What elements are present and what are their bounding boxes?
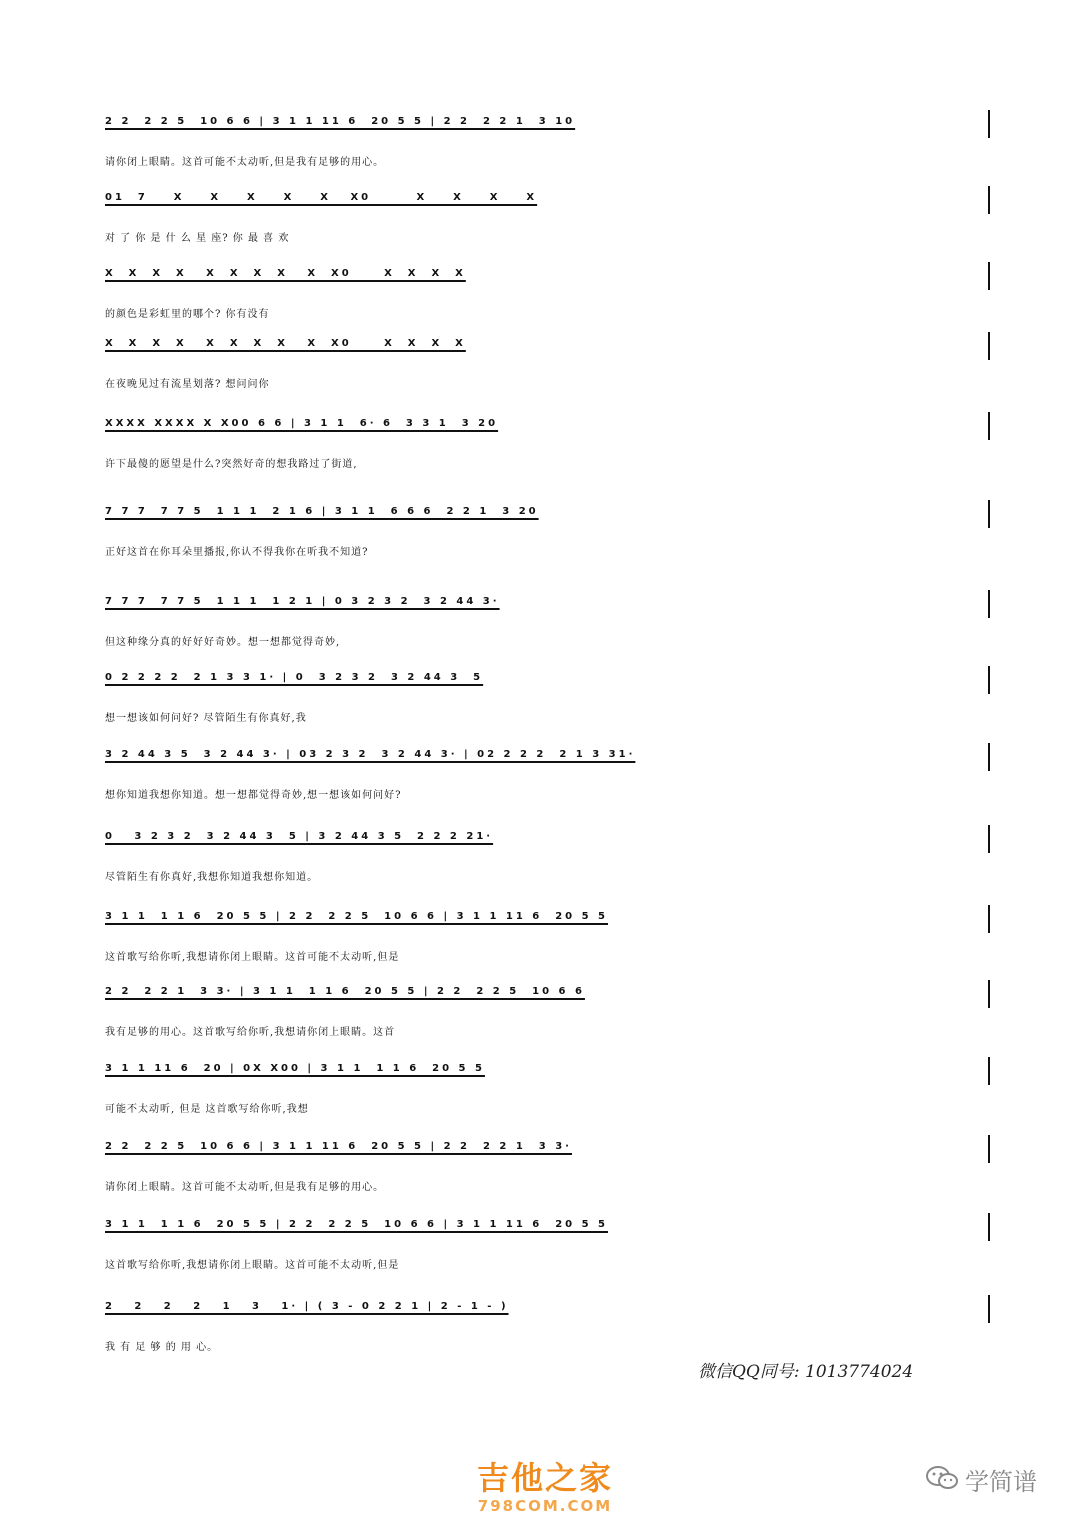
barline [988,825,990,853]
barline [988,262,990,290]
barline [988,110,990,138]
score-line [105,666,990,738]
notation-row: 2 2 2 2 1 3 1· | ( 3 - 0 2 2 1 | 2 - 1 - ) [105,1301,509,1312]
barline [988,980,990,1008]
barline [988,500,990,528]
notation-row: 0 3 2 3 2 3 2 44 3 5 | 3 2 44 3 5 2 2 2 21· [105,831,494,842]
notation-row: X X X X X X X X X X0 X X X X [105,338,466,349]
lyrics-row: 对 了 你 是 什 么 星 座? 你 最 喜 欢 [105,233,290,244]
lyrics-row: 想你知道我想你知道。想一想都觉得奇妙,想一想该如何问好? [105,790,402,801]
lyrics-row: 但这种缘分真的好好好奇妙。想一想都觉得奇妙, [105,637,341,648]
score-line [105,1135,990,1207]
lyrics-row: 可能不太动听, 但是 这首歌写给你听,我想 [105,1104,309,1115]
barline [988,1057,990,1085]
barline [988,186,990,214]
barline [988,590,990,618]
score-line [105,743,990,815]
notation-row: 3 1 1 11 6 20 | 0X X00 | 3 1 1 1 1 6 20 5 5 [105,1063,485,1074]
site-url: 798COM.COM [477,1497,613,1515]
notation-row: X X X X X X X X X X0 X X X X [105,268,466,279]
notation-row: 3 1 1 1 1 6 20 5 5 | 2 2 2 2 5 10 6 6 | 3 1 1 11 6 20 5 5 [105,911,609,922]
score-line [105,412,990,484]
notation-row: 7 7 7 7 7 5 1 1 1 1 2 1 | 0 3 2 3 2 3 2 44 3· [105,596,500,607]
notation-row: 2 2 2 2 1 3 3· | 3 1 1 1 1 6 20 5 5 | 2 2 2 2 5 10 6 6 [105,986,585,997]
notation-row: 2 2 2 2 5 10 6 6 | 3 1 1 11 6 20 5 5 | 2 2 2 2 1 3 3· [105,1141,572,1152]
notation-row: 7 7 7 7 7 5 1 1 1 2 1 6 | 3 1 1 6 6 6 2 2 1 3 20 [105,506,539,517]
barline [988,666,990,694]
lyrics-row: 在夜晚见过有流星划落? 想问问你 [105,379,270,390]
notation-row: 01 7 X X X X X X0 X X X X [105,192,538,203]
lyrics-row: 我 有 足 够 的 用 心。 [105,1342,219,1353]
notation-row: 3 2 44 3 5 3 2 44 3· | 03 2 3 2 3 2 44 3· | 02 2 2 2 2 1 3 31· [105,749,636,760]
score-line [105,980,990,1052]
lyrics-row: 尽管陌生有你真好,我想你知道我想你知道。 [105,872,319,883]
score-line [105,1213,990,1285]
barline [988,1295,990,1323]
score-line [105,1057,990,1129]
score-line [105,500,990,572]
barline [988,905,990,933]
lyrics-row: 想一想该如何问好? 尽管陌生有你真好,我 [105,713,307,724]
site-name: 吉他之家 [476,1459,613,1497]
lyrics-row: 这首歌写给你听,我想请你闭上眼睛。这首可能不太动听,但是 [105,952,400,963]
lyrics-row: 许下最傻的愿望是什么?突然好奇的想我路过了街道, [105,459,358,470]
barline [988,332,990,360]
barline [988,743,990,771]
notation-row: 3 1 1 1 1 6 20 5 5 | 2 2 2 2 5 10 6 6 | 3 1 1 11 6 20 5 5 [105,1219,609,1230]
score-line [105,905,990,977]
site-watermark [470,1453,620,1515]
lyrics-row: 请你闭上眼睛。这首可能不太动听,但是我有足够的用心。 [105,157,385,168]
lyrics-row: 正好这首在你耳朵里播报,你认不得我你在听我不知道? [105,547,369,558]
score-line [105,262,990,334]
score-line [105,590,990,662]
notation-row: 2 2 2 2 5 10 6 6 | 3 1 1 11 6 20 5 5 | 2 2 2 2 1 3 10 [105,116,576,127]
lyrics-row: 我有足够的用心。这首歌写给你听,我想请你闭上眼睛。这首 [105,1027,396,1038]
contact-text: 微信QQ同号: 1013774024 [698,1362,914,1382]
lyrics-row: 的颜色是彩虹里的哪个? 你有没有 [105,309,270,320]
wechat-icon [925,1464,959,1492]
lyrics-row: 这首歌写给你听,我想请你闭上眼睛。这首可能不太动听,但是 [105,1260,400,1271]
barline [988,1135,990,1163]
wechat-account-name: 学简谱 [965,1468,1037,1496]
barline [988,1213,990,1241]
notation-row: 0 2 2 2 2 2 1 3 3 1· | 0 3 2 3 2 3 2 44 3 5 [105,672,484,683]
score-line [105,825,990,897]
score-line [105,186,990,258]
barline [988,412,990,440]
score-line [105,110,990,182]
notation-row: XXXX XXXX X X00 6 6 | 3 1 1 6· 6 3 3 1 3 20 [105,418,499,429]
lyrics-row: 请你闭上眼睛。这首可能不太动听,但是我有足够的用心。 [105,1182,385,1193]
score-line [105,332,990,404]
